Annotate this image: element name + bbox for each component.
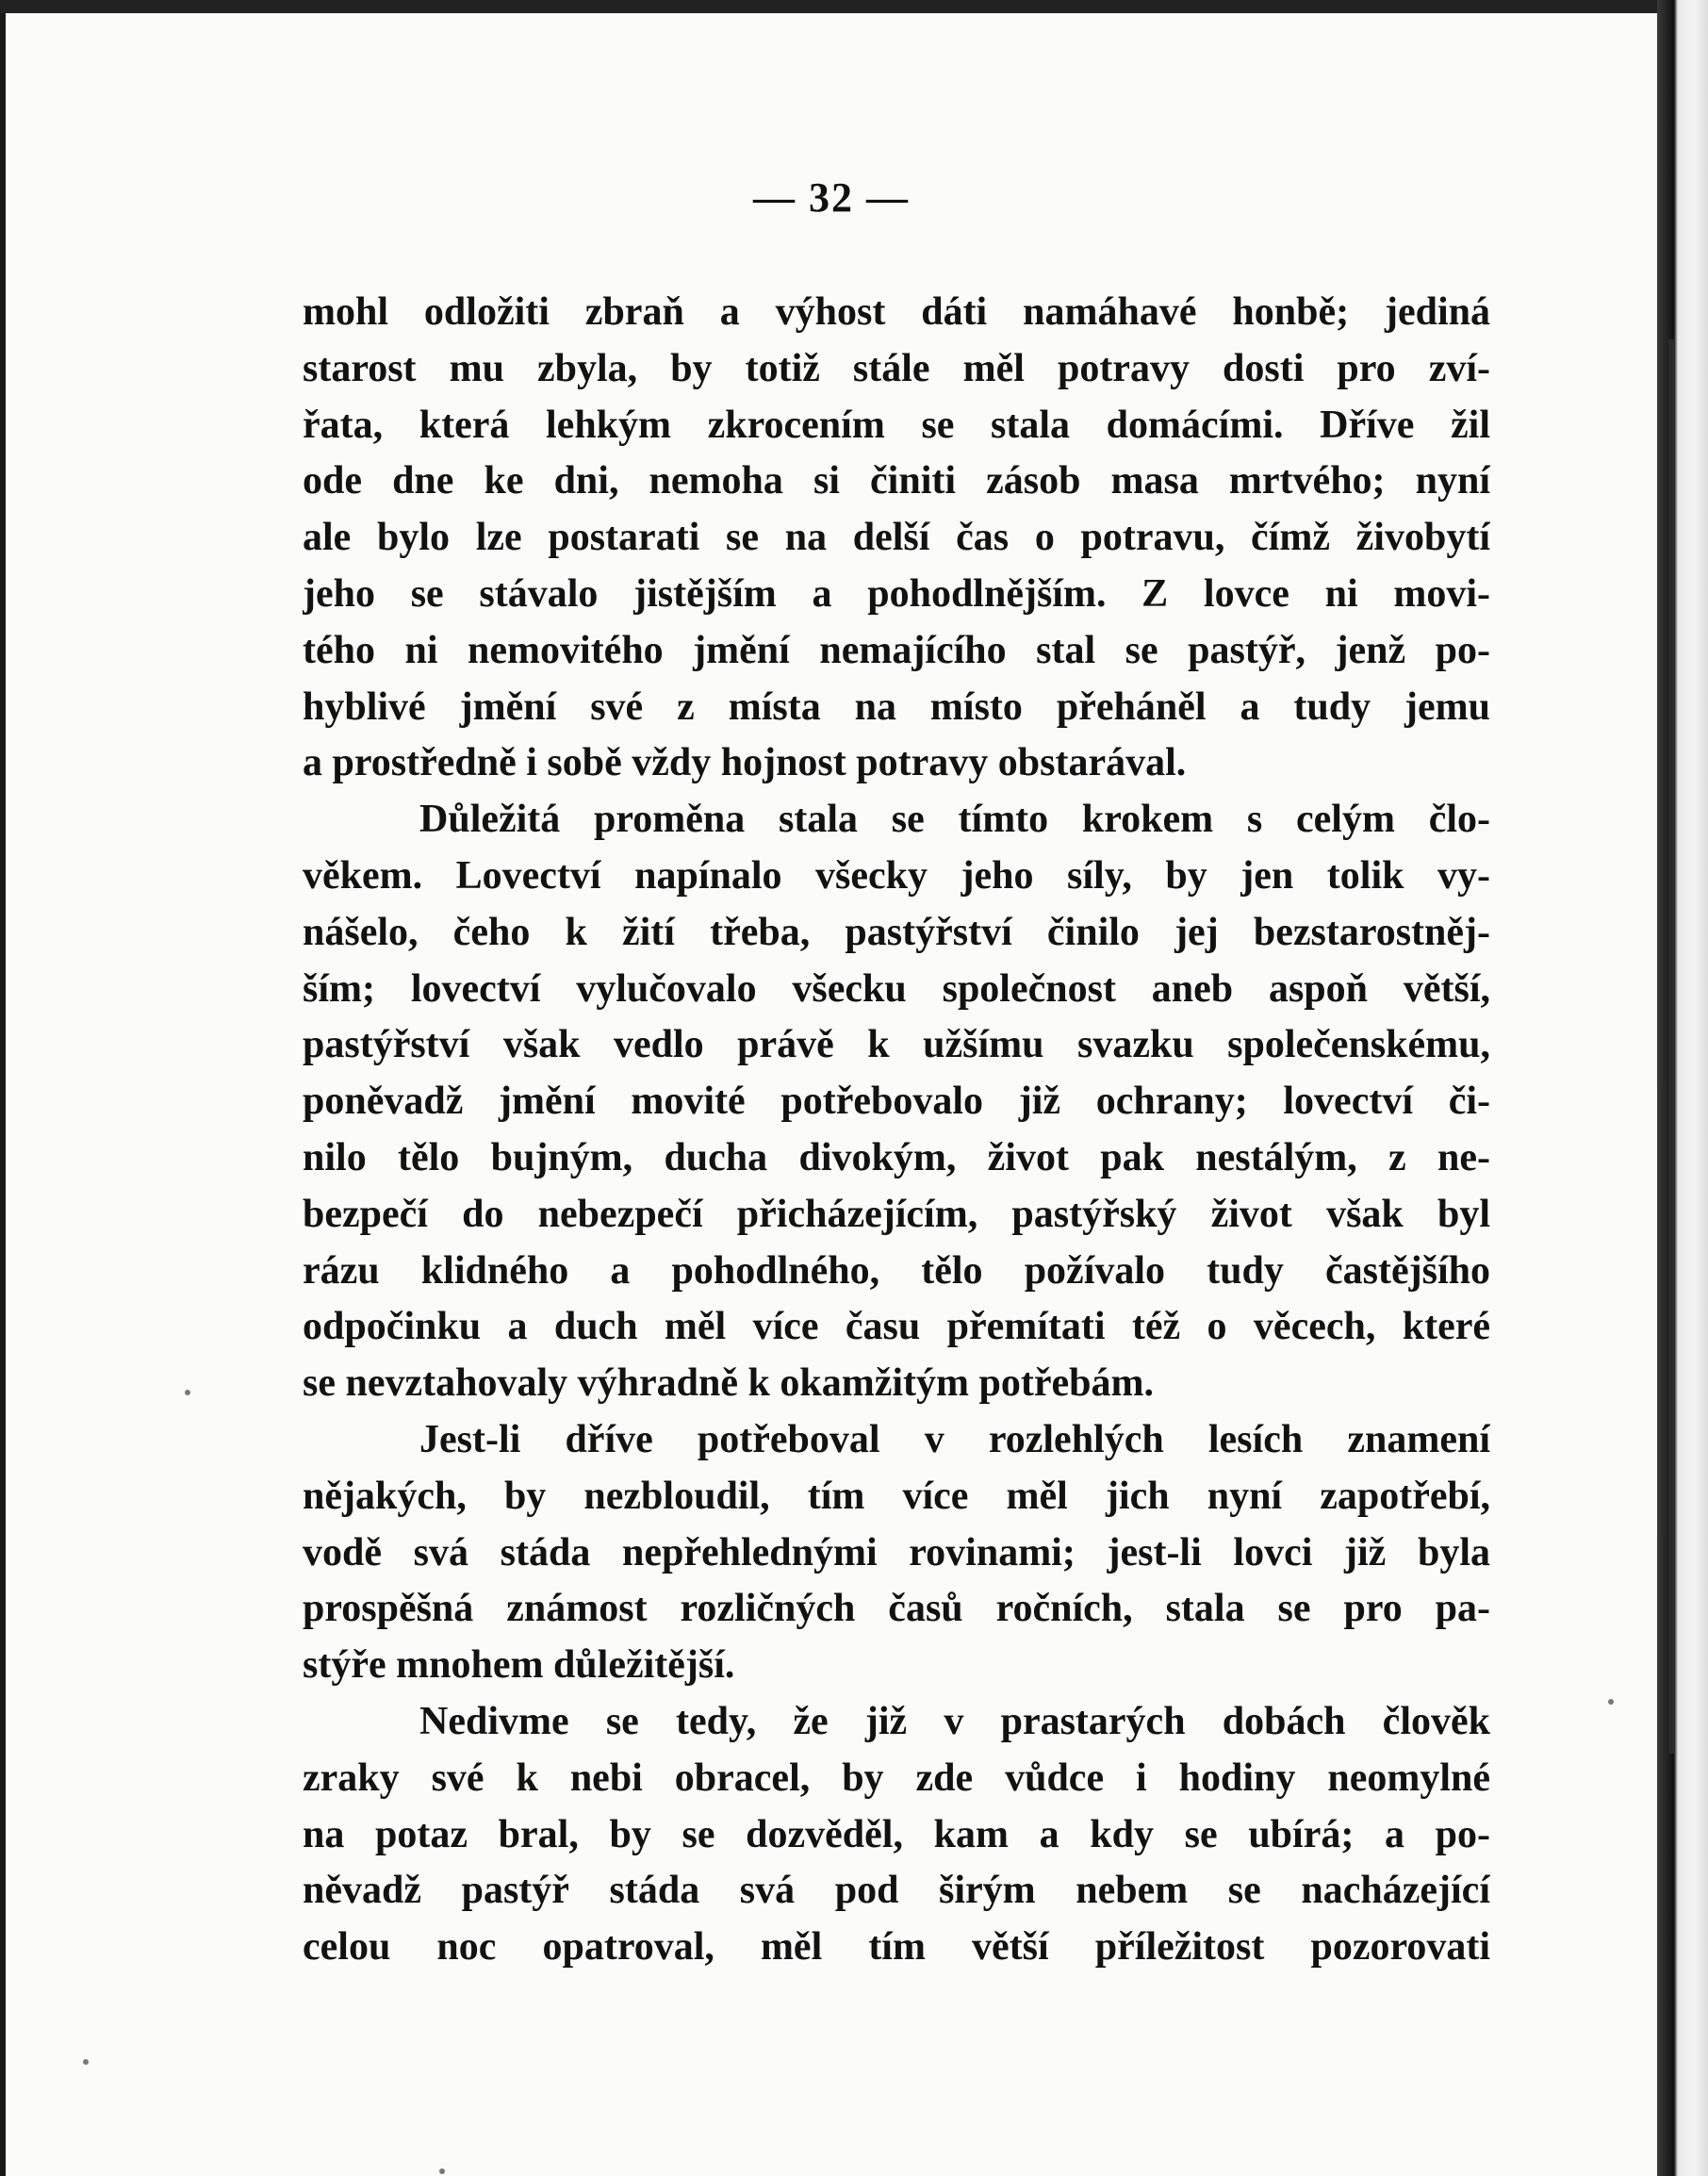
text-line: věkem. Lovectví napínalo všecky jeho síly, by jen tolik vy- — [303, 853, 1490, 898]
text-line: jeho se stávalo jistějším a pohodlnějším. Z lovce ni movi- — [303, 571, 1490, 616]
text-line: Jest-li dříve potřeboval v rozlehlých lesích znamení — [419, 1417, 1490, 1461]
text-line: řata, která lehkým zkrocením se stala domácími. Dříve žil — [303, 403, 1490, 447]
text-line: tého ni nemovitého jmění nemajícího stal se pastýř, jenž po- — [303, 628, 1490, 672]
text-line: poněvadž jmění movité potřebovalo již ochrany; lovectví či- — [303, 1080, 1490, 1124]
scan-binding-shadow — [1668, 339, 1674, 1754]
text-line: nilo tělo bujným, ducha divokým, život pak nestálým, z ne- — [303, 1135, 1490, 1179]
text-line: pastýřství však vedlo právě k užšímu svazku společenskému, — [303, 1023, 1490, 1067]
text-line: stýře mnohem důležitější. — [303, 1643, 735, 1688]
text-line: ode dne ke dni, nemoha si činiti zásob masa mrtvého; nyní — [303, 459, 1490, 503]
scan-top-border — [0, 0, 1708, 13]
scan-speck — [1608, 1699, 1614, 1705]
scan-speck — [185, 1390, 190, 1395]
text-line: bezpečí do nebezpečí přicházejícím, pastýřský život však byl — [303, 1192, 1490, 1236]
page-number: — 32 — — [753, 174, 910, 221]
book-page — [6, 13, 1657, 2176]
text-line: se nevztahovaly výhradně k okamžitým potřebám. — [303, 1361, 1154, 1406]
text-line: celou noc opatroval, měl tím větší příležitost pozorovati — [303, 1925, 1490, 1970]
text-line: ším; lovectví vylučovalo všecku společnost aneb aspoň větší, — [303, 966, 1490, 1011]
text-line: Důležitá proměna stala se tímto krokem s celým člo- — [419, 798, 1490, 842]
text-line: zraky své k nebi obracel, by zde vůdce i hodiny neomylné — [303, 1756, 1490, 1800]
text-line: a prostředně i sobě vždy hojnost potravy obstarával. — [303, 741, 1187, 785]
scan-binding-shadow — [1664, 1084, 1667, 1537]
text-line: prospěšná známost rozličných časů ročních, stala se pro pa- — [303, 1587, 1490, 1631]
scan-speck — [439, 2168, 445, 2174]
text-line: na potaz bral, by se dozvěděl, kam a kdy se ubírá; a po- — [303, 1812, 1490, 1856]
text-line: odpočinku a duch měl více času přemítati též o věcech, které — [303, 1305, 1490, 1349]
text-line: mohl odložiti zbraň a výhost dáti namáhavé honbě; jediná — [303, 290, 1490, 334]
text-line: rázu klidného a pohodlného, tělo požívalo tudy častějšího — [303, 1248, 1490, 1293]
text-line: starost mu zbyla, by totiž stále měl potravy dosti pro zví- — [303, 346, 1490, 390]
scan-speck — [83, 2059, 89, 2065]
body-text — [303, 285, 1490, 1976]
text-line: něvadž pastýř stáda svá pod širým nebem se nacházející — [303, 1869, 1490, 1913]
text-line: Nedivme se tedy, že již v prastarých dobách člověk — [419, 1699, 1490, 1743]
text-line: vodě svá stáda nepřehlednými rovinami; jest-li lovci již byla — [303, 1530, 1490, 1574]
text-line: ale bylo lze postarati se na delší čas o potravu, čímž živobytí — [303, 516, 1490, 560]
text-line: nášelo, čeho k žití třeba, pastýřství činilo jej bezstarostněj- — [303, 910, 1490, 954]
text-line: hyblivé jmění své z místa na místo přeháněl a tudy jemu — [303, 684, 1490, 729]
text-line: nějakých, by nezbloudil, tím více měl jich nyní zapotřebí, — [303, 1474, 1490, 1518]
